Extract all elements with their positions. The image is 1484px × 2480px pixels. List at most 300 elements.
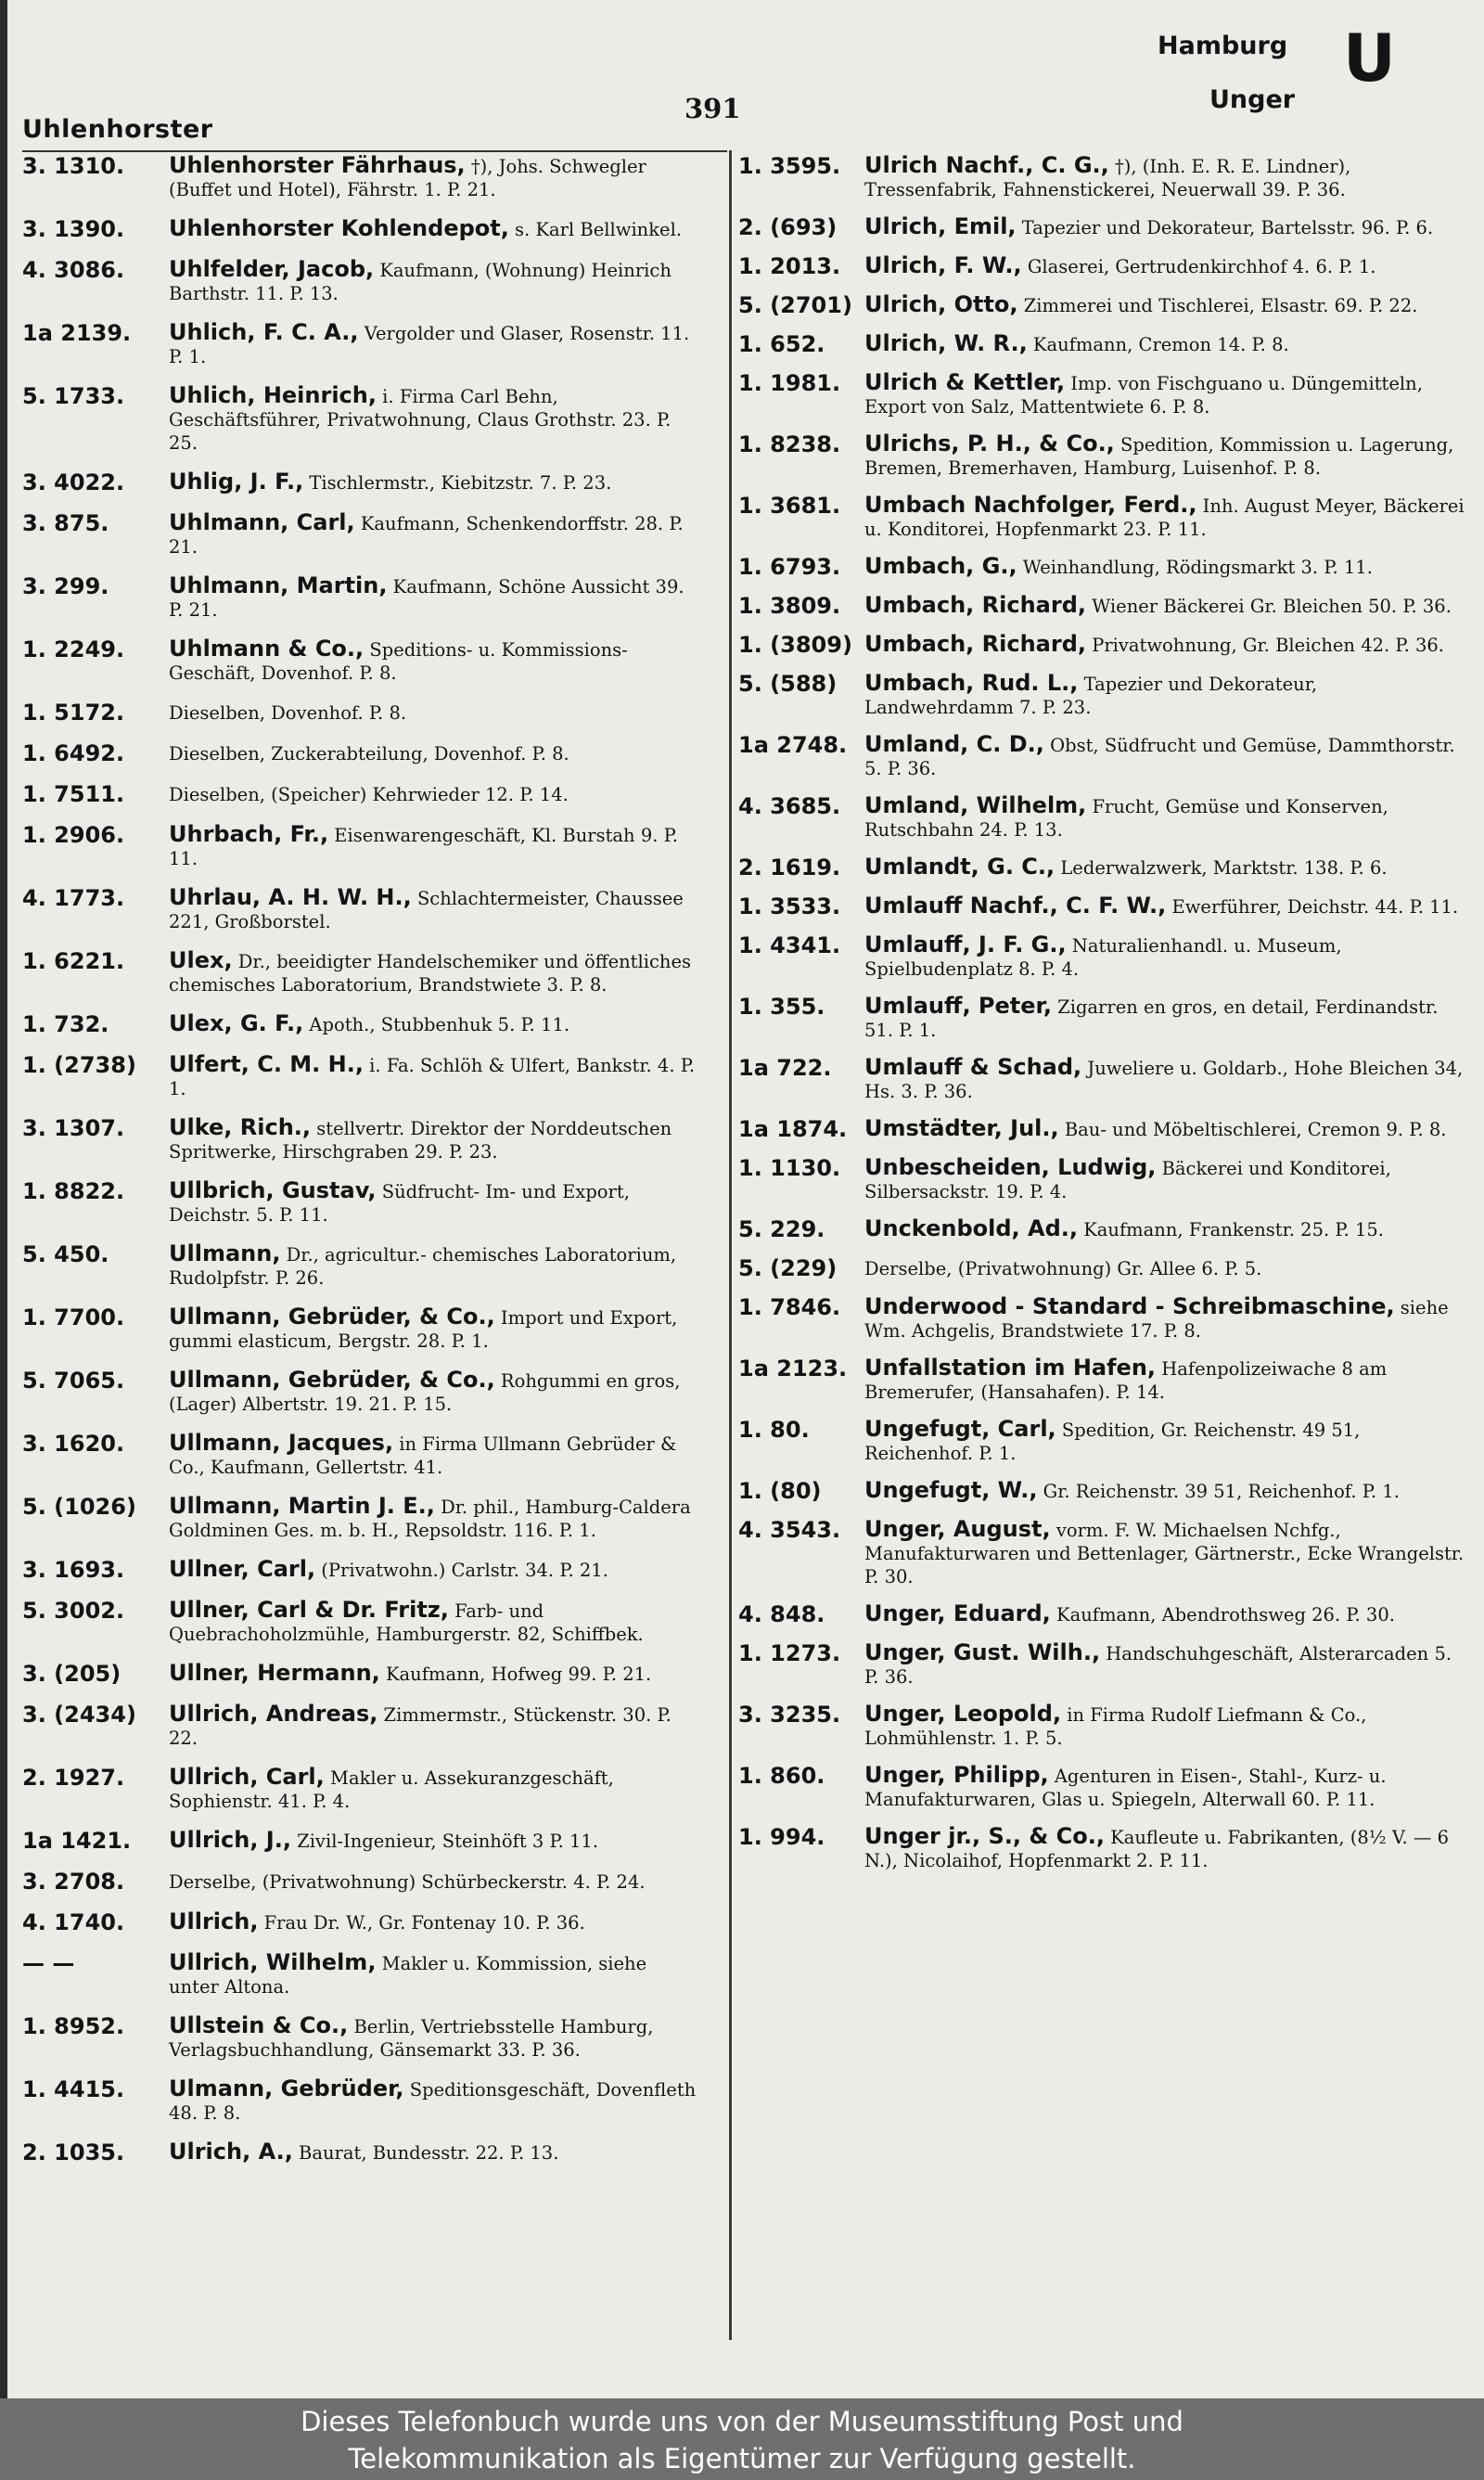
phone-number: 3. 875. [22,510,109,536]
subscriber-name: Ulex, G. F., [169,1010,304,1036]
entry-details: Speditionsgeschäft, Dovenfleth 48. P. 8. [169,2079,697,2124]
directory-entry [22,1368,701,1416]
entry-details: in Firma Rudolf Liefmann & Co., Lohmühlenstr. 1. P. 5. [864,1704,1367,1749]
entry-details: Derselbe, (Privatwohnung) Gr. Allee 6. P. 5. [864,1258,1262,1279]
entry-details: Handschuhgeschäft, Alsterarcaden 5. P. 36. [864,1643,1452,1688]
subscriber-name: Umbach, Rud. L., [864,670,1079,696]
directory-entry [738,1641,1465,1689]
phone-number: 1. 7511. [22,781,125,807]
directory-entry [738,794,1465,842]
phone-number: 1. 355. [738,994,825,1020]
subscriber-name: Ulrich, Otto, [864,291,1018,317]
entry-details: Frau Dr. W., Gr. Fontenay 10. P. 36. [258,1912,585,1934]
entry-details: Zigarren en gros, en detail, Ferdinandstr. 51. P. 1. [864,996,1439,1041]
entry-text [864,1418,1465,1465]
entry-text [864,1479,1465,1503]
entry-details: Lederwalzwerk, Marktstr. 138. P. 6. [1055,857,1388,879]
subscriber-name: Umstädter, Jul., [864,1115,1059,1141]
directory-entry [738,494,1465,541]
entry-details: Farb- und Quebrachoholzmühle, Hamburgerstr. 82, Schiffbek. [169,1600,644,1645]
subscriber-name: Umlauff, Peter, [864,993,1052,1019]
entry-details: Glaserei, Gertrudenkirchhof 4. 6. P. 1. [1021,256,1376,277]
entry-details: Frucht, Gemüse und Konserven, Rutschbahn 24. P. 13. [864,796,1388,841]
phone-number: 4. 1773. [22,885,125,911]
directory-entry [22,1432,701,1479]
phone-number: 3. 2708. [22,1869,125,1895]
phone-number: 1. 3533. [738,893,841,919]
entry-text [864,1703,1465,1750]
entry-text [169,1599,701,1646]
directory-entry [22,1829,701,1854]
phone-number: 4. 1740. [22,1909,125,1935]
entry-text [169,782,701,806]
directory-entry [22,1242,701,1290]
subscriber-name: Uhlmann & Co., [169,636,365,662]
directory-entry [22,154,701,201]
phone-number: 1. 8952. [22,2013,125,2039]
entry-text [864,733,1465,780]
entry-text [864,154,1465,201]
directory-entry [738,1518,1465,1588]
phone-number: 5. (1026) [22,1494,136,1520]
directory-entry [22,1116,701,1163]
subscriber-name: Uhlich, F. C. A., [169,319,359,345]
subscriber-name: Ullrich, Andreas, [169,1701,378,1727]
entry-details: Zimmerei und Tischlerei, Elsastr. 69. P. 22. [1017,295,1418,316]
entry-text [169,1495,701,1542]
subscriber-name: Ullrich, Wilhelm, [169,1949,377,1975]
directory-entry [738,1418,1465,1465]
subscriber-name: Unger, August, [864,1516,1051,1542]
entry-details: Inh. August Meyer, Bäckerei u. Konditorei, Hopfenmarkt 23. P. 11. [864,495,1465,540]
entry-details: Dieselben, Zuckerabteilung, Dovenhof. P. 8. [169,743,569,765]
phone-number: 1. 1981. [738,370,841,396]
entry-text [864,1518,1465,1588]
entry-text [864,254,1465,278]
phone-number: 1. 3681. [738,493,841,519]
directory-entry [22,574,701,622]
entry-text [169,1951,701,1998]
footer-notice [0,2398,1484,2480]
entry-text [864,594,1465,618]
entry-text [864,855,1465,880]
subscriber-name: Unfallstation im Hafen, [864,1355,1157,1381]
entry-text [864,215,1465,239]
subscriber-name: Ulrich & Kettler, [864,369,1066,395]
subscriber-name: Ullstein & Co., [169,2012,349,2038]
phone-number: 1a 1421. [22,1828,132,1854]
footer-line-1: Dieses Telefonbuch wurde uns von der Museumsstiftung Post und [301,2406,1183,2437]
phone-number: 4. 3543. [738,1517,841,1543]
entry-details: Schlachtermeister, Chaussee 221, Großborstel. [169,888,684,932]
entry-text [864,371,1465,418]
phone-number: 3. 3235. [738,1702,841,1728]
subscriber-name: Umland, C. D., [864,731,1044,757]
phone-number: 3. 1307. [22,1115,125,1141]
entry-text [169,1305,701,1353]
subscriber-name: Uhlig, J. F., [169,469,304,495]
phone-number: 3. 1390. [22,216,125,242]
subscriber-name: Ulrichs, P. H., & Co., [864,430,1115,456]
entry-details: Baurat, Bundesstr. 22. P. 13. [292,2142,559,2164]
directory-entry [738,371,1465,418]
entry-text [169,637,701,685]
directory-entry [738,432,1465,480]
directory-entry [738,855,1465,880]
entry-details: Berlin, Vertriebsstelle Hamburg, Verlagsbuchhandlung, Gänsemarkt 33. P. 36. [169,2016,654,2061]
entry-text [864,1764,1465,1811]
subscriber-name: Umlauff & Schad, [864,1054,1082,1080]
entry-text [169,1116,701,1163]
phone-number: 1. 1273. [738,1640,841,1666]
subscriber-name: Ulfert, C. M. H., [169,1051,364,1077]
phone-number: 5. (2701) [738,292,852,318]
directory-entry [22,470,701,495]
entry-text [864,633,1465,657]
running-header-left: Uhlenhorster [22,115,213,144]
entry-text [169,1703,701,1750]
entry-details: Südfrucht- Im- und Export, Deichstr. 5. P. 11. [169,1181,630,1226]
entry-text [864,332,1465,356]
entry-details: Kaufmann, Abendrothsweg 26. P. 30. [1050,1604,1395,1625]
phone-number: 1. 7846. [738,1294,841,1320]
entry-details: i. Fa. Schlöh & Ulfert, Bankstr. 4. P. 1. [169,1055,696,1099]
subscriber-name: Ulrich, A., [169,2139,293,2165]
directory-entry [738,293,1465,318]
subscriber-name: Ulex, [169,947,233,973]
directory-entry [22,741,701,766]
running-header-city: Hamburg [1158,32,1288,60]
subscriber-name: Umlauff, J. F. G., [864,932,1067,957]
subscriber-name: Ullbrich, Gustav, [169,1177,377,1203]
section-letter: U [1343,20,1396,96]
phone-number: — — [22,1950,75,1976]
running-header-right: Unger [1209,85,1296,114]
entry-text [169,1242,701,1290]
phone-number: 1. 5172. [22,700,125,726]
entry-details: Weinhandlung, Rödingsmarkt 3. P. 11. [1017,557,1373,578]
subscriber-name: Uhlfelder, Jacob, [169,256,375,282]
directory-entry [738,1356,1465,1404]
directory-entry [738,933,1465,981]
entry-details: Kaufmann, Schöne Aussicht 39. P. 21. [169,576,684,621]
phone-number: 1a 2123. [738,1356,848,1381]
entry-details: Derselbe, (Privatwohnung) Schürbeckerstr. 4. P. 24. [169,1871,646,1893]
entry-text [169,741,701,765]
phone-number: 2. 1927. [22,1765,125,1791]
phone-number: 2. 1619. [738,855,841,880]
entry-text [864,1156,1465,1203]
phone-number: 1. 4341. [738,932,841,958]
subscriber-name: Uhrlau, A. H. W. H., [169,884,412,910]
phone-number: 1. 994. [738,1824,825,1850]
phone-number: 1. 6221. [22,948,125,974]
directory-entry [738,1703,1465,1750]
entry-text [169,1012,701,1036]
entry-details: Tapezier und Dekorateur, Landwehrdamm 7. P. 23. [864,674,1318,718]
directory-entry [22,1662,701,1687]
subscriber-name: Uhlich, Heinrich, [169,382,377,408]
entry-details: Spedition, Kommission u. Lagerung, Bremen, Bremerhaven, Hamburg, Luisenhof. P. 8. [864,434,1454,479]
entry-text [169,886,701,933]
page-edge-rule [0,0,7,2398]
directory-entry [22,2140,701,2165]
entry-details: stellvertr. Direktor der Norddeutschen Spritwerke, Hirschgraben 29. P. 23. [169,1118,672,1163]
phone-number: 4. 3685. [738,793,841,819]
subscriber-name: Umbach, Richard, [864,631,1087,657]
directory-entry [22,637,701,685]
subscriber-name: Ullmann, Gebrüder, & Co., [169,1367,495,1393]
entry-text [169,384,701,455]
entry-text [169,1829,701,1853]
directory-entry [22,1012,701,1037]
entry-details: (Privatwohn.) Carlstr. 34. P. 21. [315,1560,608,1581]
entry-text [864,1256,1465,1280]
entry-text [864,1356,1465,1404]
entry-details: Ewerführer, Deichstr. 44. P. 11. [1166,896,1459,918]
entry-text [169,700,701,725]
entry-text [864,494,1465,541]
entry-details: Agenturen in Eisen-, Stahl-, Kurz- u. Manufakturwaren, Glas u. Spiegeln, Alterwall 60. P. 11. [864,1766,1387,1810]
entry-details: Dr., beeidigter Handelschemiker und öffentliches chemisches Laboratorium, Brandstwiete 3. P. 8. [169,951,692,996]
subscriber-name: Uhlenhorster Kohlendepot, [169,215,509,241]
entry-details: Privatwohnung, Gr. Bleichen 42. P. 36. [1086,635,1444,656]
phone-number: 1. 6793. [738,554,841,580]
subscriber-name: Ullmann, Jacques, [169,1430,394,1456]
directory-entry [22,2014,701,2062]
subscriber-name: Ullner, Carl, [169,1556,316,1582]
directory-entry [738,1156,1465,1203]
entry-text [169,574,701,622]
phone-number: 2. (693) [738,214,838,240]
directory-entry [738,1256,1465,1281]
subscriber-name: Uhlmann, Martin, [169,572,388,598]
entry-details: Obst, Südfrucht und Gemüse, Dammthorstr. 5. P. 36. [864,735,1455,779]
directory-entry [22,321,701,368]
entry-text [169,1870,701,1894]
entry-text [169,154,701,201]
subscriber-name: Unckenbold, Ad., [864,1215,1079,1241]
entry-text [169,511,701,559]
subscriber-name: Umlandt, G. C., [864,854,1055,880]
entry-details: Speditions- u. Kommissions-Geschäft, Dovenhof. P. 8. [169,639,628,684]
phone-number: 1. 1130. [738,1155,841,1181]
phone-number: 4. 848. [738,1601,825,1627]
phone-number: 3. 1310. [22,153,125,179]
subscriber-name: Ulrich, Emil, [864,213,1017,239]
entry-details: Zivil-Ingenieur, Steinhöft 3 P. 11. [290,1831,599,1852]
entry-text [169,2140,701,2165]
entry-text [864,555,1465,579]
directory-entry [22,1179,701,1227]
entry-details: Apoth., Stubbenhuk 5. P. 11. [303,1014,570,1035]
entry-details: vorm. F. W. Michaelsen Nchfg., Manufakturwaren und Bettenlager, Gärtnerstr., Ecke Wrangelstr. P. 30. [864,1520,1465,1587]
phone-number: 1. (3809) [738,632,852,658]
entry-text [169,1766,701,1813]
subscriber-name: Umbach, G., [864,553,1017,579]
entry-text [169,823,701,870]
subscriber-name: Ungefugt, W., [864,1477,1038,1503]
entry-text [864,1217,1465,1241]
entry-text [169,1179,701,1227]
subscriber-name: Underwood - Standard - Schreibmaschine, [864,1293,1395,1319]
directory-entry [738,1602,1465,1627]
entry-text [864,1295,1465,1343]
page-number: 391 [684,93,741,124]
subscriber-name: Ulke, Rich., [169,1114,312,1140]
phone-number: 3. 1693. [22,1557,125,1583]
phone-number: 1. 732. [22,1011,109,1037]
directory-entry [738,672,1465,719]
phone-number: 5. 7065. [22,1368,125,1394]
directory-entry [738,254,1465,279]
directory-entry [22,1053,701,1100]
entry-details: in Firma Ullmann Gebrüder & Co., Kaufmann, Gellertstr. 41. [169,1433,677,1478]
entry-details: Dr., agricultur.- chemisches Laboratorium, Rudolpfstr. P. 26. [169,1244,677,1289]
directory-entry [738,332,1465,357]
entry-details: Imp. von Fischguano u. Düngemitteln, Export von Salz, Mattentwiete 6. P. 8. [864,373,1423,418]
subscriber-name: Ullner, Hermann, [169,1660,380,1686]
entry-details: Kaufmann, Cremon 14. P. 8. [1027,334,1289,355]
directory-entry [738,894,1465,919]
column-divider [729,150,732,2340]
phone-number: 3. 1620. [22,1431,125,1457]
entry-details: Dieselben, (Speicher) Kehrwieder 12. P. 14. [169,784,569,805]
entry-details: Vergolder und Glaser, Rosenstr. 11. P. 1. [169,323,690,367]
phone-number: 3. (2434) [22,1702,136,1728]
phone-number: 1. 652. [738,331,825,357]
directory-entry [22,823,701,870]
subscriber-name: Ullmann, Martin J. E., [169,1493,435,1519]
entry-text [169,949,701,996]
entry-text [864,794,1465,842]
entry-details: †), (Inh. E. R. E. Lindner), Tressenfabrik, Fahnenstickerei, Neuerwall 39. P. 36. [864,156,1351,200]
entry-details: Kaufmann, Frankenstr. 25. P. 15. [1078,1219,1384,1240]
subscriber-name: Ullner, Carl & Dr. Fritz, [169,1597,449,1623]
entry-text [864,933,1465,981]
entry-text [864,894,1465,919]
phone-number: 1. (80) [738,1478,822,1504]
entry-details: Kaufmann, Hofweg 99. P. 21. [379,1664,652,1685]
entry-text [169,1368,701,1416]
subscriber-name: Ullrich, J., [169,1827,291,1853]
directory-entry [22,1558,701,1583]
directory-entry [738,995,1465,1042]
entry-details: Makler u. Assekuranzgeschäft, Sophienstr. 41. P. 4. [169,1767,614,1812]
phone-number: 1. 860. [738,1763,825,1789]
entry-details: Juweliere u. Goldarb., Hohe Bleichen 34, Hs. 3. P. 36. [864,1058,1464,1102]
phone-number: 5. 1733. [22,383,125,409]
subscriber-name: Unger jr., S., & Co., [864,1823,1105,1849]
directory-entry [22,1305,701,1353]
subscriber-name: Umbach, Richard, [864,592,1087,618]
directory-entry [738,733,1465,780]
entry-text [864,1056,1465,1103]
directory-entry [738,1479,1465,1504]
entry-text [169,1053,701,1100]
entry-details: Bau- und Möbeltischlerei, Cremon 9. P. 8. [1058,1119,1447,1140]
entry-details: Tischlermstr., Kiebitzstr. 7. P. 23. [303,472,612,494]
entry-text [864,293,1465,317]
phone-number: 1a 2139. [22,320,132,346]
subscriber-name: Ullrich, [169,1908,259,1934]
entry-details: †), Johs. Schwegler (Buffet und Hotel), Fährstr. 1. P. 21. [169,156,646,200]
phone-number: 1. 4415. [22,2076,125,2102]
directory-entry [738,633,1465,658]
phone-number: 1. 8238. [738,431,841,457]
directory-entry [22,1910,701,1935]
phone-number: 1. 80. [738,1417,810,1443]
subscriber-name: Umland, Wilhelm, [864,792,1087,818]
directory-entry [738,1217,1465,1242]
entry-text [169,1558,701,1582]
directory-entry [22,1495,701,1542]
entry-details: siehe Wm. Achgelis, Brandstwiete 17. P. 8. [864,1297,1449,1342]
phone-number: 5. (229) [738,1255,838,1281]
entry-details: Dieselben, Dovenhof. P. 8. [169,702,407,724]
entry-text [169,470,701,495]
directory-entry [22,2077,701,2125]
entry-text [864,1825,1465,1872]
directory-entry [22,700,701,726]
left-column [22,154,701,2344]
subscriber-name: Ulrich, W. R., [864,330,1028,356]
entry-details: Dr. phil., Hamburg-Caldera Goldminen Ges. m. b. H., Repsoldstr. 116. P. 1. [169,1497,691,1541]
directory-entry [738,594,1465,619]
phone-number: 5. 450. [22,1241,109,1267]
subscriber-name: Umlauff Nachf., C. F. W., [864,893,1167,919]
phone-number: 1. 3595. [738,153,841,179]
subscriber-name: Unger, Eduard, [864,1600,1051,1626]
entry-details: Wiener Bäckerei Gr. Bleichen 50. P. 36. [1086,596,1452,617]
phone-number: 1a 1874. [738,1116,848,1142]
entry-details: s. Karl Bellwinkel. [508,219,683,240]
phone-number: 1a 2748. [738,732,848,758]
directory-entry [738,1764,1465,1811]
subscriber-name: Ullrich, Carl, [169,1764,325,1790]
subscriber-name: Ungefugt, Carl, [864,1416,1056,1442]
directory-entry [22,258,701,305]
entry-text [864,1117,1465,1141]
entry-text [169,321,701,368]
entry-text [169,1910,701,1934]
entry-text [864,672,1465,719]
entry-details: Zimmermstr., Stückenstr. 30. P. 22. [169,1704,672,1749]
directory-entry [738,1295,1465,1343]
phone-number: 3. (205) [22,1661,122,1687]
entry-text [864,995,1465,1042]
entry-details: Kaufleute u. Fabrikanten, (8½ V. — 6 N.), Nicolaihof, Hopfenmarkt 2. P. 11. [864,1827,1450,1871]
phone-number: 4. 3086. [22,257,125,283]
phone-number: 5. 3002. [22,1598,125,1624]
subscriber-name: Uhlmann, Carl, [169,509,355,535]
entry-details: Gr. Reichenstr. 39 51, Reichenhof. P. 1. [1037,1481,1400,1502]
entry-details: i. Firma Carl Behn, Geschäftsführer, Privatwohnung, Claus Grothstr. 23. P. 25. [169,386,672,454]
right-column [738,154,1465,2344]
directory-entry [22,511,701,559]
footer-line-2: Telekommunikation als Eigentümer zur Verfügung gestellt. [348,2443,1136,2474]
directory-entry [22,384,701,455]
entry-text [169,1662,701,1686]
subscriber-name: Ulmann, Gebrüder, [169,2075,404,2101]
directory-entry [22,1951,701,1998]
phone-number: 1a 722. [738,1055,832,1081]
phone-number: 1. 3809. [738,593,841,619]
directory-entry [738,1056,1465,1103]
phone-number: 1. 6492. [22,740,125,766]
directory-entry [22,1599,701,1646]
phone-number: 3. 4022. [22,469,125,495]
